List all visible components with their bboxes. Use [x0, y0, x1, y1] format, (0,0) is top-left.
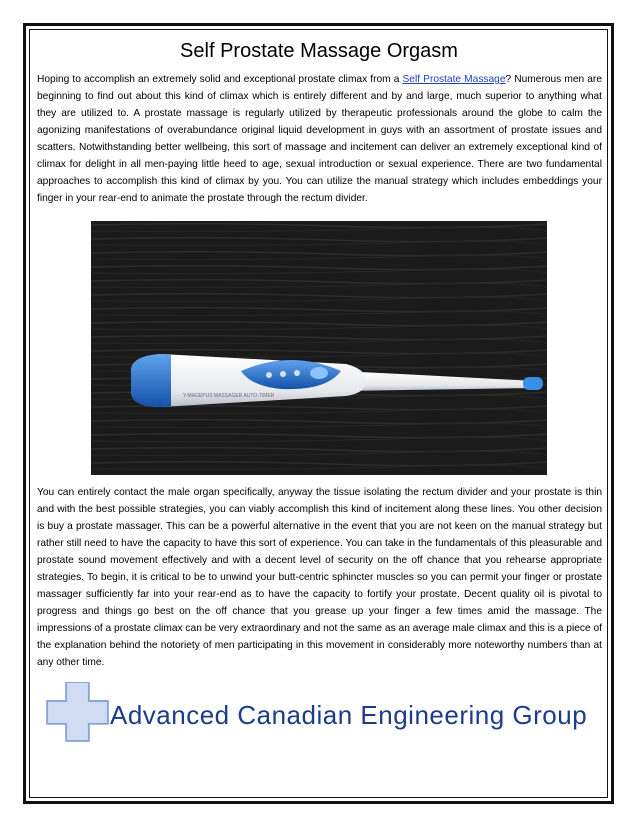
paragraph-1-text-a: Hoping to accomplish an extremely solid and exceptional prostate climax from a	[37, 74, 403, 85]
document-title: Self Prostate Massage Orgasm	[180, 40, 458, 62]
self-prostate-massage-link[interactable]: Self Prostate Massage	[402, 74, 506, 85]
device-label: Y-MAGEPUS MASSAGER AUTO-TIMER	[183, 393, 275, 399]
paragraph-1	[37, 71, 602, 207]
company-logo-text: Advanced Canadian Engineering Group	[110, 700, 588, 730]
product-photo	[91, 221, 547, 475]
massager-device-image	[91, 221, 547, 475]
massager-tip	[523, 377, 543, 390]
paragraph-2: You can entirely contact the male organ specifically, anyway the tissue isolating the rectum divider and your prostate is thin and with the best possible strategies, you can viably accomplish this kind of incitement along these lines. You other decision is buy a prostate massager. This can be a powerful alternative in the event that you are not keen on the manual strategy but rather still need to have the capacity to have this sort of experience. You can take in the fundamentals of this pleasurable and prostate sound movement effectively and with a decent level of security on the off chance that you rehearse appropriate strategies. To begin, it is critical to be to unwind your butt-centric sphincter muscles so you can permit your finger or prostate massager sufficiently far into your rear-end as to have the capacity to fortify your prostate. Decent quality oil is pivotal to progress and things go best on the off chance that you grease up your finger a few times amid the massage. The impressions of a prostate climax can be very extraordinary and not the same as an average male climax and this is a piece of the explanation behind the notoriety of men participating in this movement in considerably more noteworthy numbers than at any other time.	[37, 487, 602, 668]
paragraph-1-text-b: ? Numerous men are beginning to find out about this kind of climax which is entirely different and by and large, much superior to anything what they are utilized to. A prostate massage is regularly utilized by therapeutic professionals around the globe to calm the agonizing manifestations of overabundance original liquid development in guys with an assortment of prostate issues and scatters. Notwithstanding better wellbeing, this sort of massage and incitement can deliver an extremely exceptional kind of climax for delight in all men-paying little heed to age, sexual introduction or sexual experience. There are two fundamental approaches to accomplish this kind of climax by you. You can utilize the manual strategy which includes embeddings your finger in your rear-end to animate the prostate through the rectum divider.	[37, 74, 602, 204]
massager-end-cap	[131, 354, 171, 407]
blue-cross-icon	[47, 682, 108, 741]
power-button	[310, 367, 328, 379]
